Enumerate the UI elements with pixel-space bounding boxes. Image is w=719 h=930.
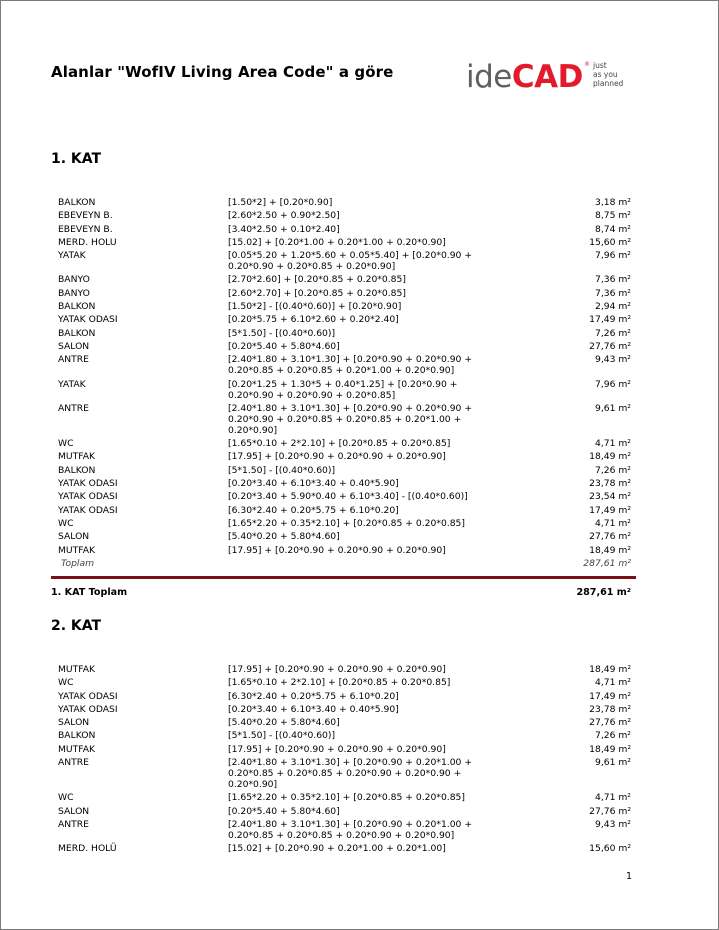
area-table-kat-2 xyxy=(1,664,719,857)
area-value: 15,60 m² xyxy=(589,843,631,855)
table-row xyxy=(1,819,719,841)
area-value: 18,49 m² xyxy=(589,544,631,556)
logo-tagline: just as you planned xyxy=(593,61,624,88)
area-value: 27,76 m² xyxy=(589,805,631,817)
area-value: 8,74 m² xyxy=(594,223,631,235)
area-formula: [2.40*1.80 + 3.10*1.30] + [0.20*0.90 + 0.20*0.90 + 0.20*0.90 + 0.20*0.85 + 0.20*0.85 + 0.20*1.00 + 0.20*0.90] xyxy=(228,402,473,436)
table-row xyxy=(1,677,719,688)
room-name: BALKON xyxy=(58,197,96,208)
section-divider xyxy=(51,576,636,579)
area-formula: [2.70*2.60] + [0.20*0.85 + 0.20*0.85] xyxy=(228,274,406,286)
area-formula: [0.20*3.40 + 6.10*3.40 + 0.40*5.90] xyxy=(228,703,399,715)
area-value: 4,71 m² xyxy=(594,438,631,450)
page-number: 1 xyxy=(625,871,632,882)
area-value: 7,96 m² xyxy=(594,378,631,390)
table-row xyxy=(1,744,719,755)
subtotal-value: 287,61 m² xyxy=(583,558,631,569)
table-row xyxy=(1,438,719,449)
table-row xyxy=(1,451,719,462)
table-row xyxy=(1,210,719,221)
table-row xyxy=(1,274,719,285)
area-value: 17,49 m² xyxy=(589,314,631,326)
table-row xyxy=(1,792,719,803)
room-name: YATAK ODASI xyxy=(58,478,118,490)
room-name: EBEVEYN B. xyxy=(58,223,113,235)
table-row xyxy=(1,478,719,489)
room-name: ANTRE xyxy=(58,818,89,830)
area-value: 17,49 m² xyxy=(589,504,631,516)
room-name: YATAK ODASI xyxy=(58,314,118,326)
area-value: 18,49 m² xyxy=(589,743,631,755)
area-value: 27,76 m² xyxy=(589,717,631,729)
area-formula: [17.95] + [0.20*0.90 + 0.20*0.90 + 0.20*0.90] xyxy=(228,544,446,556)
area-value: 4,71 m² xyxy=(594,517,631,529)
room-name: SALON xyxy=(58,805,90,817)
area-formula: [2.40*1.80 + 3.10*1.30] + [0.20*0.90 + 0.20*1.00 + 0.20*0.85 + 0.20*0.85 + 0.20*0.90 + 0.20*0.90 + 0.20*0.90] xyxy=(228,757,473,791)
room-name: SALON xyxy=(58,531,90,543)
room-name: BANYO xyxy=(58,274,90,286)
room-name: YATAK ODASI xyxy=(58,491,118,503)
logo-wordmark: ideCAD xyxy=(466,59,583,95)
room-name: BALKON xyxy=(58,730,96,742)
table-row xyxy=(1,843,719,854)
document-title: Alanlar "WofIV Living Area Code" a göre xyxy=(51,63,394,81)
table-row xyxy=(1,328,719,339)
area-value: 9,43 m² xyxy=(594,818,631,830)
area-formula: [5.40*0.20 + 5.80*4.60] xyxy=(228,531,340,543)
room-name: MUTFAK xyxy=(58,743,96,755)
subtotal-label: Toplam xyxy=(61,558,95,569)
table-row xyxy=(1,403,719,436)
area-formula: [1.65*2.20 + 0.35*2.10] + [0.20*0.85 + 0.20*0.85] xyxy=(228,792,465,804)
area-value: 7,96 m² xyxy=(594,250,631,262)
table-row xyxy=(1,341,719,352)
room-name: MUTFAK xyxy=(58,451,96,463)
area-value: 23,78 m² xyxy=(589,703,631,715)
area-formula: [2.40*1.80 + 3.10*1.30] + [0.20*0.90 + 0.20*0.90 + 0.20*0.85 + 0.20*0.85 + 0.20*1.00 + 0.20*0.90] xyxy=(228,354,473,377)
table-row xyxy=(1,237,719,248)
room-name: YATAK xyxy=(58,250,86,262)
area-value: 7,26 m² xyxy=(594,730,631,742)
room-name: YATAK ODASI xyxy=(58,690,118,702)
table-row xyxy=(1,379,719,401)
kat-total-label: 1. KAT Toplam xyxy=(51,587,128,598)
area-value: 9,61 m² xyxy=(594,757,631,769)
area-formula: [0.20*1.25 + 1.30*5 + 0.40*1.25] + [0.20*0.90 + 0.20*0.90 + 0.20*0.90 + 0.20*0.85] xyxy=(228,378,458,401)
area-value: 7,26 m² xyxy=(594,327,631,339)
area-formula: [2.40*1.80 + 3.10*1.30] + [0.20*0.90 + 0.20*1.00 + 0.20*0.85 + 0.20*0.85 + 0.20*0.90 + 0.20*0.90] xyxy=(228,818,473,841)
area-value: 23,78 m² xyxy=(589,478,631,490)
room-name: WC xyxy=(58,517,74,529)
area-formula: [15.02] + [0.20*1.00 + 0.20*1.00 + 0.20*0.90] xyxy=(228,236,446,248)
table-row xyxy=(1,545,719,556)
area-formula: [0.20*5.40 + 5.80*4.60] xyxy=(228,805,340,817)
room-name: BALKON xyxy=(58,464,96,476)
area-formula: [0.05*5.20 + 1.20*5.60 + 0.05*5.40] + [0.20*0.90 + 0.20*0.90 + 0.20*0.85 + 0.20*0.90] xyxy=(228,250,473,273)
table-row xyxy=(1,197,719,208)
room-name: MUTFAK xyxy=(58,664,96,675)
area-value: 4,71 m² xyxy=(594,792,631,804)
room-name: EBEVEYN B. xyxy=(58,210,113,222)
area-value: 4,71 m² xyxy=(594,677,631,689)
area-value: 7,26 m² xyxy=(594,464,631,476)
area-value: 18,49 m² xyxy=(589,664,631,675)
area-formula: [17.95] + [0.20*0.90 + 0.20*0.90 + 0.20*0.90] xyxy=(228,451,446,463)
table-row xyxy=(1,691,719,702)
section-title-kat-1: 1. KAT xyxy=(51,151,102,167)
table-row xyxy=(1,314,719,325)
area-value: 7,36 m² xyxy=(594,274,631,286)
room-name: ANTRE xyxy=(58,757,89,769)
area-formula: [2.60*2.50 + 0.90*2.50] xyxy=(228,210,340,222)
room-name: MUTFAK xyxy=(58,544,96,556)
area-value: 17,49 m² xyxy=(589,690,631,702)
area-formula: [6.30*2.40 + 0.20*5.75 + 6.10*0.20] xyxy=(228,504,399,516)
area-formula: [1.65*2.20 + 0.35*2.10] + [0.20*0.85 + 0.20*0.85] xyxy=(228,517,465,529)
area-formula: [1.65*0.10 + 2*2.10] + [0.20*0.85 + 0.20*0.85] xyxy=(228,677,451,689)
table-row xyxy=(1,704,719,715)
area-formula: [0.20*5.75 + 6.10*2.60 + 0.20*2.40] xyxy=(228,314,399,326)
table-row xyxy=(1,491,719,502)
table-row xyxy=(1,730,719,741)
area-formula: [5*1.50] - [(0.40*0.60)] xyxy=(228,327,336,339)
area-formula: [5.40*0.20 + 5.80*4.60] xyxy=(228,717,340,729)
table-row xyxy=(1,757,719,790)
room-name: ANTRE xyxy=(58,354,89,366)
area-value: 9,43 m² xyxy=(594,354,631,366)
room-name: MERD. HOLÜ xyxy=(58,843,117,855)
table-row xyxy=(1,354,719,376)
area-formula: [5*1.50] - [(0.40*0.60)] xyxy=(228,464,336,476)
section-title-kat-2: 2. KAT xyxy=(51,618,102,634)
area-formula: [0.20*5.40 + 5.80*4.60] xyxy=(228,340,340,352)
table-row xyxy=(1,531,719,542)
area-formula: [17.95] + [0.20*0.90 + 0.20*0.90 + 0.20*0.90] xyxy=(228,664,446,675)
table-row xyxy=(1,717,719,728)
area-formula: [1.50*2] + [0.20*0.90] xyxy=(228,197,333,208)
area-formula: [1.50*2] - [(0.40*0.60)] + [0.20*0.90] xyxy=(228,301,402,313)
area-value: 15,60 m² xyxy=(589,236,631,248)
table-row xyxy=(1,288,719,299)
room-name: WC xyxy=(58,438,74,450)
room-name: BALKON xyxy=(58,327,96,339)
idecad-logo xyxy=(466,57,636,97)
area-formula: [5*1.50] - [(0.40*0.60)] xyxy=(228,730,336,742)
table-row xyxy=(1,250,719,272)
area-formula: [17.95] + [0.20*0.90 + 0.20*0.90 + 0.20*0.90] xyxy=(228,743,446,755)
area-value: 18,49 m² xyxy=(589,451,631,463)
kat-total-value: 287,61 m² xyxy=(576,587,631,598)
table-row xyxy=(1,518,719,529)
room-name: YATAK ODASI xyxy=(58,703,118,715)
area-formula: [0.20*3.40 + 5.90*0.40 + 6.10*3.40] - [(0.40*0.60)] xyxy=(228,491,468,503)
area-value: 7,36 m² xyxy=(594,287,631,299)
table-row xyxy=(1,664,719,675)
area-value: 3,18 m² xyxy=(594,197,631,208)
area-value: 27,76 m² xyxy=(589,531,631,543)
area-value: 8,75 m² xyxy=(594,210,631,222)
room-name: WC xyxy=(58,792,74,804)
room-name: YATAK xyxy=(58,378,86,390)
area-formula: [0.20*3.40 + 6.10*3.40 + 0.40*5.90] xyxy=(228,478,399,490)
table-row xyxy=(1,301,719,312)
table-row xyxy=(1,224,719,235)
area-formula: [15.02] + [0.20*0.90 + 0.20*1.00 + 0.20*1.00] xyxy=(228,843,446,855)
area-formula: [1.65*0.10 + 2*2.10] + [0.20*0.85 + 0.20*0.85] xyxy=(228,438,451,450)
room-name: ANTRE xyxy=(58,402,89,414)
room-name: BANYO xyxy=(58,287,90,299)
area-formula: [6.30*2.40 + 0.20*5.75 + 6.10*0.20] xyxy=(228,690,399,702)
room-name: SALON xyxy=(58,717,90,729)
room-name: MERD. HOLU xyxy=(58,236,117,248)
room-name: YATAK ODASI xyxy=(58,504,118,516)
table-row xyxy=(1,505,719,516)
room-name: SALON xyxy=(58,340,90,352)
area-value: 2,94 m² xyxy=(594,301,631,313)
area-table-kat-1 xyxy=(1,197,719,558)
area-formula: [2.60*2.70] + [0.20*0.85 + 0.20*0.85] xyxy=(228,287,406,299)
room-name: BALKON xyxy=(58,301,96,313)
table-row xyxy=(1,465,719,476)
table-row xyxy=(1,806,719,817)
area-value: 27,76 m² xyxy=(589,340,631,352)
area-formula: [3.40*2.50 + 0.10*2.40] xyxy=(228,223,340,235)
area-value: 9,61 m² xyxy=(594,402,631,414)
room-name: WC xyxy=(58,677,74,689)
registered-mark: ® xyxy=(584,61,590,68)
area-value: 23,54 m² xyxy=(589,491,631,503)
